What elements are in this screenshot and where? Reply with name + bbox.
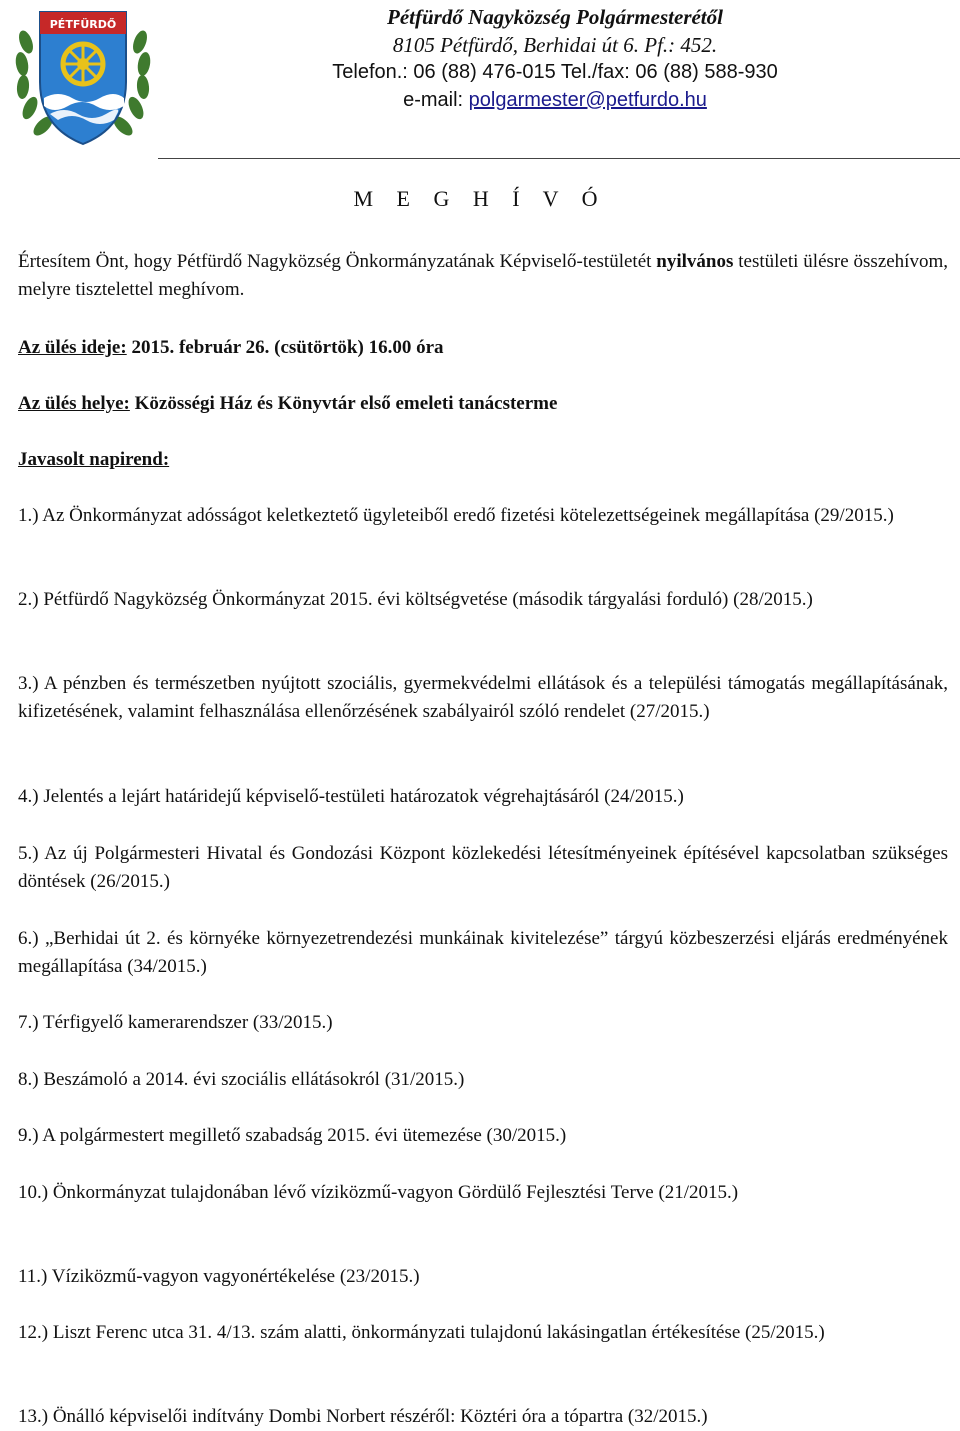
- meeting-place-value: Közösségi Ház és Könyvtár első emeleti tanácsterme: [129, 393, 558, 414]
- agenda-label: Javasolt napirend:: [18, 449, 170, 470]
- letterhead-phone: Telefon.: 06 (88) 476-015 Tel./fax: 06 (88) 588-930: [332, 61, 778, 83]
- svg-text:PÉTFÜRDŐ: PÉTFÜRDŐ: [49, 18, 117, 31]
- intro-paragraph: [18, 248, 948, 304]
- meeting-place: [18, 390, 948, 418]
- intro-bold: nyilvános: [656, 251, 734, 272]
- agenda-item: 6.) „Berhidai út 2. és környéke környezetrendezési munkáinak kivitelezése” tárgyú közbeszerzési eljárás eredményének megállapítása (34/2015.): [18, 928, 948, 977]
- meeting-time: [18, 334, 948, 362]
- email-label: e-mail:: [403, 88, 469, 111]
- intro-text: Értesítem Önt, hogy Pétfürdő Nagyközség Önkormányzatának Képviselő-testületét: [18, 251, 657, 272]
- meeting-time-label: Az ülés ideje:: [18, 337, 127, 358]
- agenda-item: 3.) A pénzben és természetben nyújtott szociális, gyermekvédelmi ellátások és a települési támogatás megállapításának, kifizetésének, valamint felhasználása ellenőrzésének szabályairól szóló rendelet (27/2015.): [18, 673, 948, 722]
- intro-rest: testületi ülésre összehívom, melyre tisztelettel meghívom.: [18, 251, 948, 300]
- agenda-item: 5.) Az új Polgármesteri Hivatal és Gondozási Központ közlekedési létesítményeinek építésével kapcsolatban szükséges döntések (26/2015.): [18, 843, 948, 892]
- agenda-item: 7.) Térfigyelő kamerarendszer (33/2015.): [18, 1012, 333, 1033]
- header-divider: [158, 158, 960, 159]
- agenda-item: 2.) Pétfürdő Nagyközség Önkormányzat 2015. évi költségvetése (második tárgyalási forduló) (28/2015.): [18, 589, 813, 610]
- meeting-place-label: Az ülés helye:: [18, 393, 130, 414]
- agenda-item: 13.) Önálló képviselői indítvány Dombi Norbert részéről: Köztéri óra a tópartra (32/2015.): [18, 1406, 708, 1427]
- letterhead-email: [180, 87, 930, 115]
- letterhead-title: Pétfürdő Nagyközség Polgármesterétől: [387, 5, 723, 29]
- meeting-time-value: 2015. február 26. (csütörtök) 16.00 óra: [126, 337, 444, 358]
- agenda-item: 10.) Önkormányzat tulajdonában lévő víziközmű-vagyon Gördülő Fejlesztési Terve (21/2015.): [18, 1182, 739, 1203]
- agenda-heading: [18, 446, 948, 474]
- agenda-item: 4.) Jelentés a lejárt határidejű képviselő-testületi határozatok végrehajtásáról (24/2015.): [18, 786, 684, 807]
- agenda-item: 8.) Beszámoló a 2014. évi szociális ellátásokról (31/2015.): [18, 1069, 465, 1090]
- agenda-item: 12.) Liszt Ferenc utca 31. 4/13. szám alatti, önkormányzati tulajdonú lakásingatlan értékesítése (25/2015.): [18, 1322, 825, 1343]
- municipal-crest-icon: [8, 2, 158, 152]
- letterhead: [180, 4, 930, 114]
- letterhead-address: 8105 Pétfürdő, Berhidai út 6. Pf.: 452.: [392, 32, 718, 57]
- agenda-item: 9.) A polgármestert megillető szabadság 2015. évi ütemezése (30/2015.): [18, 1125, 567, 1146]
- document-title: M E G H Í V Ó: [353, 186, 607, 211]
- agenda-item: 1.) Az Önkormányzat adósságot keletkeztető ügyleteiből eredő fizetési kötelezettségeinek megállapítása (29/2015.): [18, 505, 894, 526]
- email-link[interactable]: polgarmester@petfurdo.hu: [468, 88, 707, 111]
- agenda-item: 11.) Víziközmű-vagyon vagyonértékelése (23/2015.): [18, 1266, 420, 1287]
